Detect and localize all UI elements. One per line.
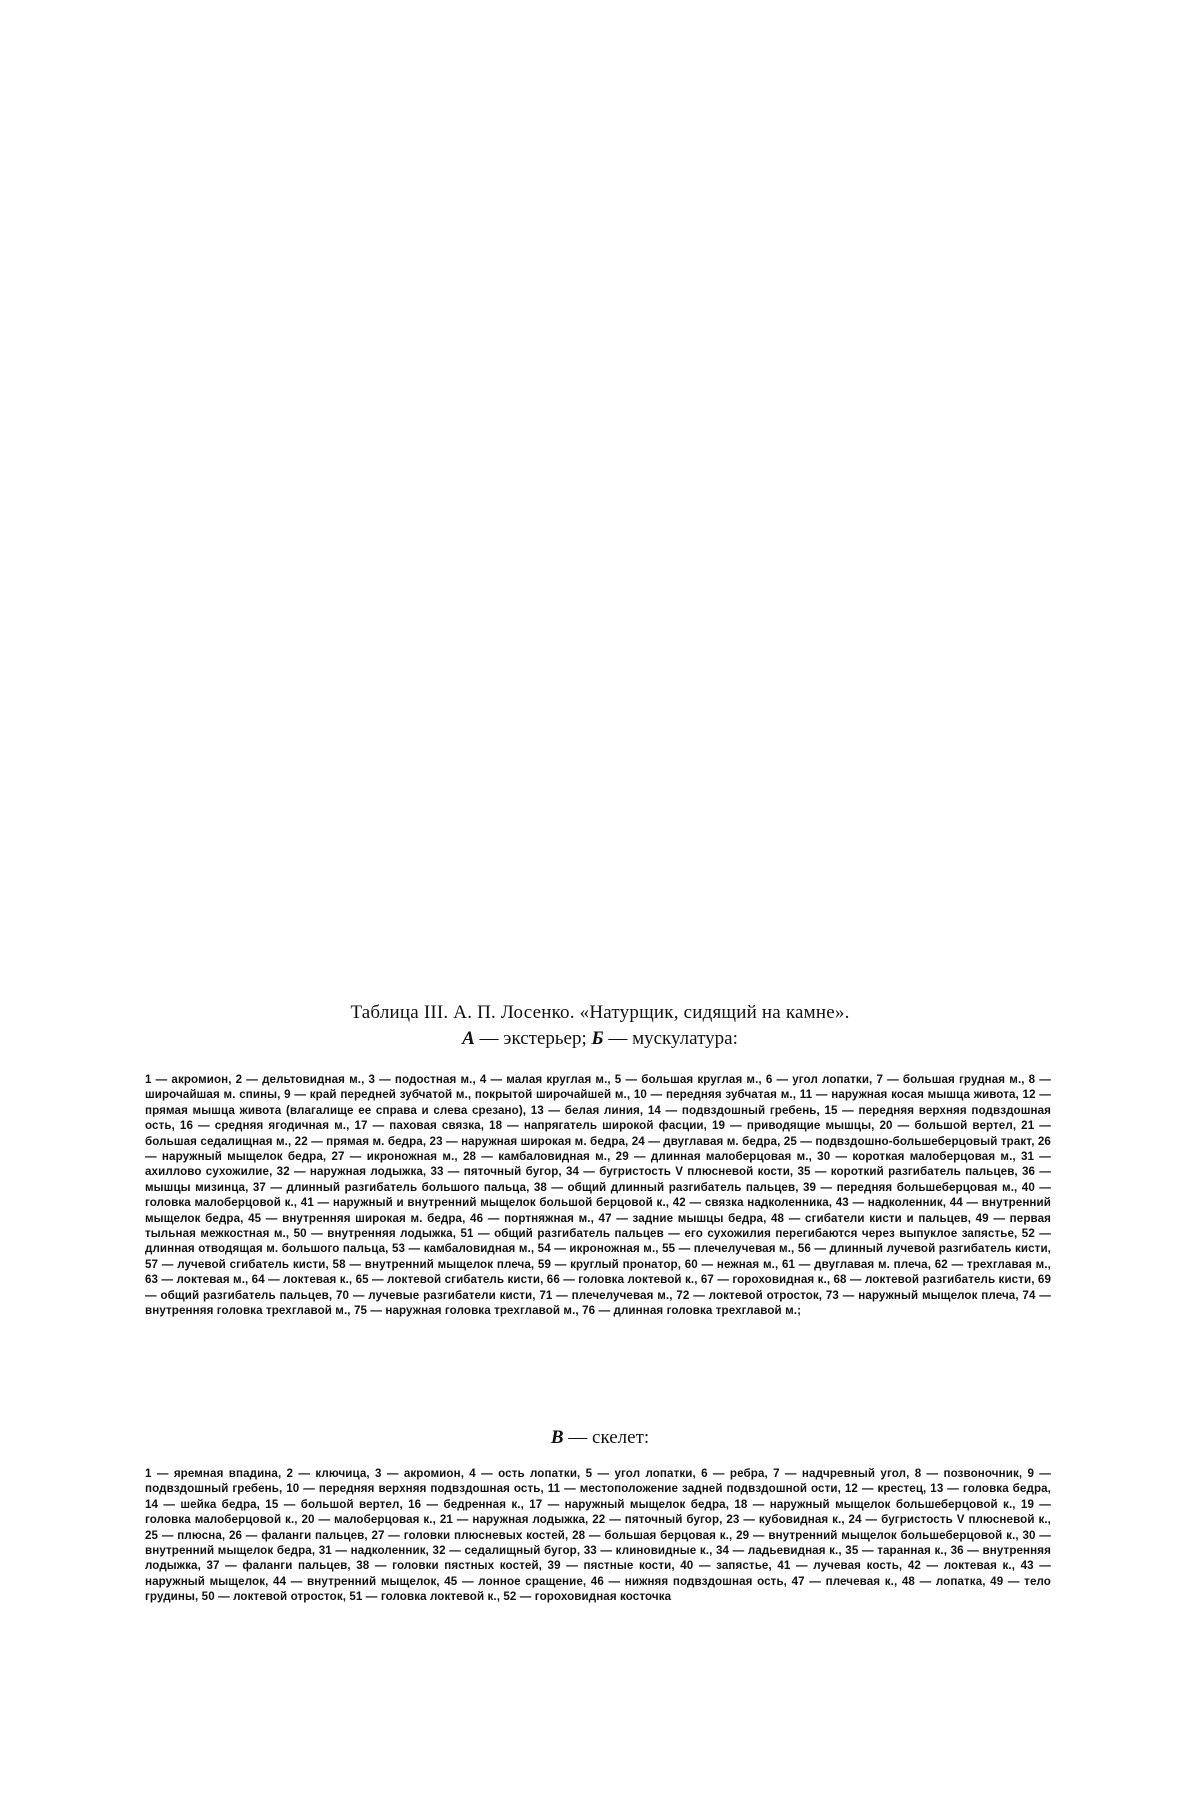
section-a-label: — экстерьер;: [474, 1028, 592, 1049]
skeleton-legend: 1 — яремная впадина, 2 — ключица, 3 — акромион, 4 — ость лопатки, 5 — угол лопатки, 6 — ребра, 7 — надчревный угол, 8 — позвоночник, 9 — подвздошный гребень, 10 — передняя верхняя подвздошная ость, 11 — местоположение задней подвздошной ости, 12 — крестец, 13 — головка бедра, 14 — шейка бедра, 15 — большой вертел, 16 — бедренная к., 17 — наружный мыщелок бедра, 18 — наружный мыщелок большеберцовой к., 19 — головка малоберцовой к., 20 — малоберцовая к., 21 — наружная лодыжка, 22 — пяточный бугор, 23 — кубовидная к., 24 — бугристость V плюсневой к., 25 — плюсна, 26 — фаланги пальцев, 27 — головки плюсневых костей, 28 — большая берцовая к., 29 — внутренний мыщелок большеберцовой к., 30 — внутренний мыщелок бедра, 31 — надколенник, 32 — седалищный бугор, 33 — клиновидные к., 34 — ладьевидная к., 35 — таранная к., 36 — внутренняя лодыжка, 37 — фаланги пальцев, 38 — головки пястных костей, 39 — пястные кости, 40 — запястье, 41 — лучевая кость, 42 — локтевая к., 43 — наружный мыщелок, 44 — внутренний мыщелок, 45 — лонное сращение, 46 — нижняя подвздошная ость, 47 — плечевая к., 48 — лопатка, 49 — тело грудины, 50 — локтевой отросток, 51 — головка локтевой к., 52 — гороховидная косточка: [145, 1467, 1051, 1604]
plate-caption: [0, 1000, 1200, 1052]
skeleton-heading: [0, 1425, 1200, 1451]
section-a-letter: А: [462, 1028, 475, 1049]
section-v-letter: В: [550, 1427, 564, 1448]
section-v-label: — скелет:: [563, 1427, 650, 1448]
muscle-legend: 1 — акромион, 2 — дельтовидная м., 3 — подостная м., 4 — малая круглая м., 5 — большая круглая м., 6 — угол лопатки, 7 — большая грудная м., 8 — широчайшая м. спины, 9 — край передней зубчатой м., покрытой широчайшей м., 10 — передняя зубчатая м., 11 — наружная косая мышца живота, 12 — прямая мышца живота (влагалище ее справа и слева срезано), 13 — белая линия, 14 — подвздошный гребень, 15 — передняя верхняя подвздошная ость, 16 — средняя ягодичная м., 17 — паховая связка, 18 — напрягатель широкой фасции, 19 — приводящие мышцы, 20 — большой вертел, 21 — большая седалищная м., 22 — прямая м. бедра, 23 — наружная широкая м. бедра, 24 — двуглавая м. бедра, 25 — подвздошно-большеберцовый тракт, 26 — наружный мыщелок бедра, 27 — икроножная м., 28 — камбаловидная м., 29 — длинная малоберцовая м., 30 — короткая малоберцовая м., 31 — ахиллово сухожилие, 32 — наружная лодыжка, 33 — пяточный бугор, 34 — бугристость V плюсневой кости, 35 — короткий разгибатель пальцев, 36 — мышцы мизинца, 37 — длинный разгибатель большого пальца, 38 — общий длинный разгибатель пальцев, 39 — передняя большеберцовая м., 40 — головка малоберцовой к., 41 — наружный и внутренний мыщелок большой берцовой к., 42 — связка надколенника, 43 — надколенник, 44 — внутренний мыщелок бедра, 45 — внутренняя широкая м. бедра, 46 — портняжная м., 47 — задние мышцы бедра, 48 — сгибатели кисти и пальцев, 49 — первая тыльная межкостная м., 50 — внутренняя лодыжка, 51 — общий разгибатель пальцев — его сухожилия перегибаются через выпуклое запястье, 52 — длинная отводящая м. большого пальца, 53 — камбаловидная м., 54 — икроножная м., 55 — плечелучевая м., 56 — длинный лучевой разгибатель кисти, 57 — лучевой сгибатель кисти, 58 — внутренний мыщелок плеча, 59 — круглый пронатор, 60 — нежная м., 61 — двуглавая м. плеча, 62 — трехглавая м., 63 — локтевая м., 64 — локтевая к., 65 — локтевой сгибатель кисти, 66 — головка локтевой к., 67 — гороховидная к., 68 — локтевой разгибатель кисти, 69 — общий разгибатель пальцев, 70 — лучевые разгибатели кисти, 71 — плечелучевая м., 72 — локтевой отросток, 73 — наружный мыщелок плеча, 74 — внутренняя головка трехглавой м., 75 — наружная головка трехглавой м., 76 — длинная головка трехглавой м.;: [145, 1073, 1051, 1318]
plate-title: Таблица III. А. П. Лосенко. «Натурщик, сидящий на камне».: [350, 1002, 850, 1023]
section-b-letter: Б: [591, 1028, 604, 1049]
plate-subtitle: [0, 1026, 1200, 1052]
section-b-label: — мускулатура:: [603, 1028, 738, 1049]
